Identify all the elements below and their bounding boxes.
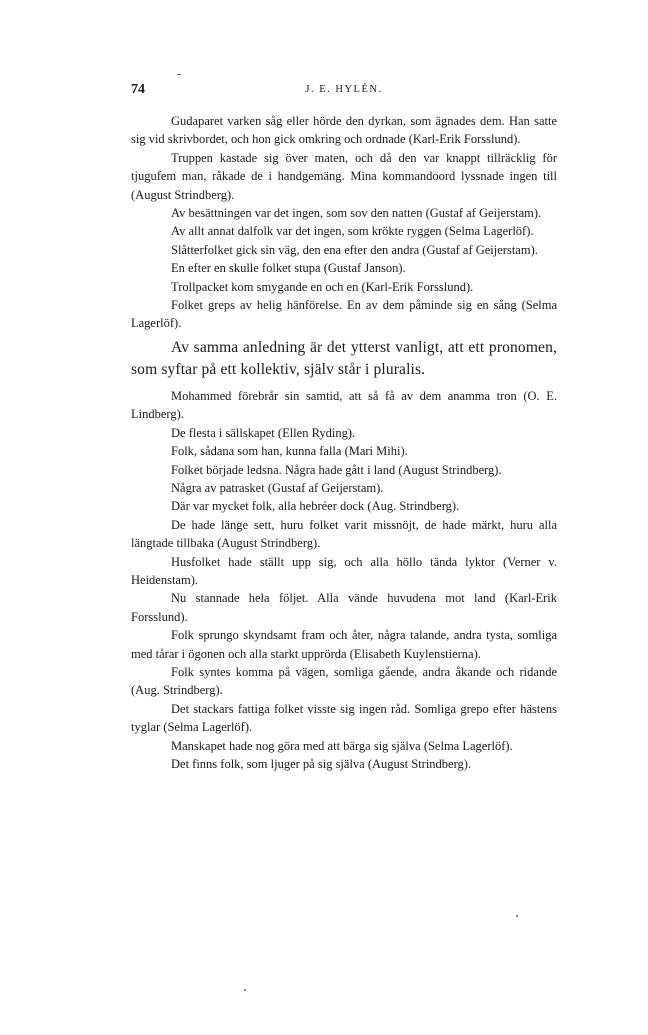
quote-paragraph: Manskapet hade nog göra med att bärga sig själva (Selma Lagerlöf). xyxy=(171,738,513,753)
quote-paragraph: Gudaparet varken såg eller hörde den dyrkan, som ägnades dem. Han satte sig vid skrivbordet, och hon gick omkring och ordnade (Karl-Erik Forsslund). xyxy=(131,114,557,147)
quote-paragraph: De hade länge sett, huru folket varit missnöjt, de hade märkt, huru alla längtade tillbaka (August Strindberg). xyxy=(131,517,557,551)
quote-paragraph: Husfolket hade ställt upp sig, och alla höllo tända lyktor (Verner v. Heidenstam). xyxy=(131,554,557,587)
print-speck xyxy=(177,74,181,75)
running-head: J. E. HYLÉN. xyxy=(305,84,383,95)
quote-paragraph: Folk syntes komma på vägen, somliga gående, andra åkande och ridande (Aug. Strindberg). xyxy=(131,664,557,698)
quote-paragraph: Truppen kastade sig över maten, och då den var knappt tillräcklig för tjugufem man, råkade de i handgemäng. Mina kommandoord lyssnade ingen till (August Strindberg). xyxy=(131,150,557,202)
print-speck xyxy=(516,915,518,917)
statement-paragraph: Av samma anledning är det ytterst vanligt, att ett pronomen, som syftar på ett kollektiv, själv står i pluralis. xyxy=(131,338,557,378)
page-number: 74 xyxy=(131,82,145,97)
quote-paragraph: Det finns folk, som ljuger på sig själva (August Strindberg). xyxy=(171,757,472,771)
quote-paragraph: Slåtterfolket gick sin väg, den ena efter den andra (Gustaf af Geijerstam). xyxy=(171,242,538,257)
quote-paragraph: Mohammed förebrår sin samtid, att så få av dem anamma tron (O. E. Lindberg). xyxy=(131,388,557,422)
quote-paragraph: Folk sprungo skyndsamt fram och åter, några talande, andra tysta, somliga med tårar i ögonen och alla starkt upprörda (Elisabeth Kuylenstierna). xyxy=(131,628,557,661)
quote-paragraph: Folket började ledsna. Några hade gått i land (August Strindberg). xyxy=(171,462,502,477)
quote-paragraph: Trollpacket kom smygande en och en (Karl-Erik Forsslund). xyxy=(171,279,474,294)
quote-paragraph: De flesta i sällskapet (Ellen Ryding). xyxy=(171,425,356,440)
quote-paragraph: Av besättningen var det ingen, som sov den natten (Gustaf af Geijerstam). xyxy=(171,206,542,221)
quote-paragraph: Folket greps av helig hänförelse. En av dem påminde sig en sång (Selma Lagerlöf). xyxy=(131,298,557,331)
quote-paragraph: Där var mycket folk, alla hebréer dock (Aug. Strindberg). xyxy=(171,499,460,514)
quote-paragraph: Det stackars fattiga folket visste sig ingen råd. Somliga grepo efter hästens tyglar (Selma Lagerlöf). xyxy=(131,701,557,735)
quote-paragraph: Folk, sådana som han, kunna falla (Mari Mihi). xyxy=(171,444,408,459)
print-speck xyxy=(244,989,246,991)
quote-paragraph: En efter en skulle folket stupa (Gustaf Janson). xyxy=(171,261,406,276)
quote-paragraph: Nu stannade hela följet. Alla vände huvudena mot land (Karl-Erik Forsslund). xyxy=(131,591,557,624)
quote-paragraph: Av allt annat dalfolk var det ingen, som krökte ryggen (Selma Lagerlöf). xyxy=(171,224,534,239)
quote-paragraph: Några av patrasket (Gustaf af Geijerstam). xyxy=(171,480,384,495)
page-header xyxy=(131,82,557,102)
body-text xyxy=(131,112,557,773)
